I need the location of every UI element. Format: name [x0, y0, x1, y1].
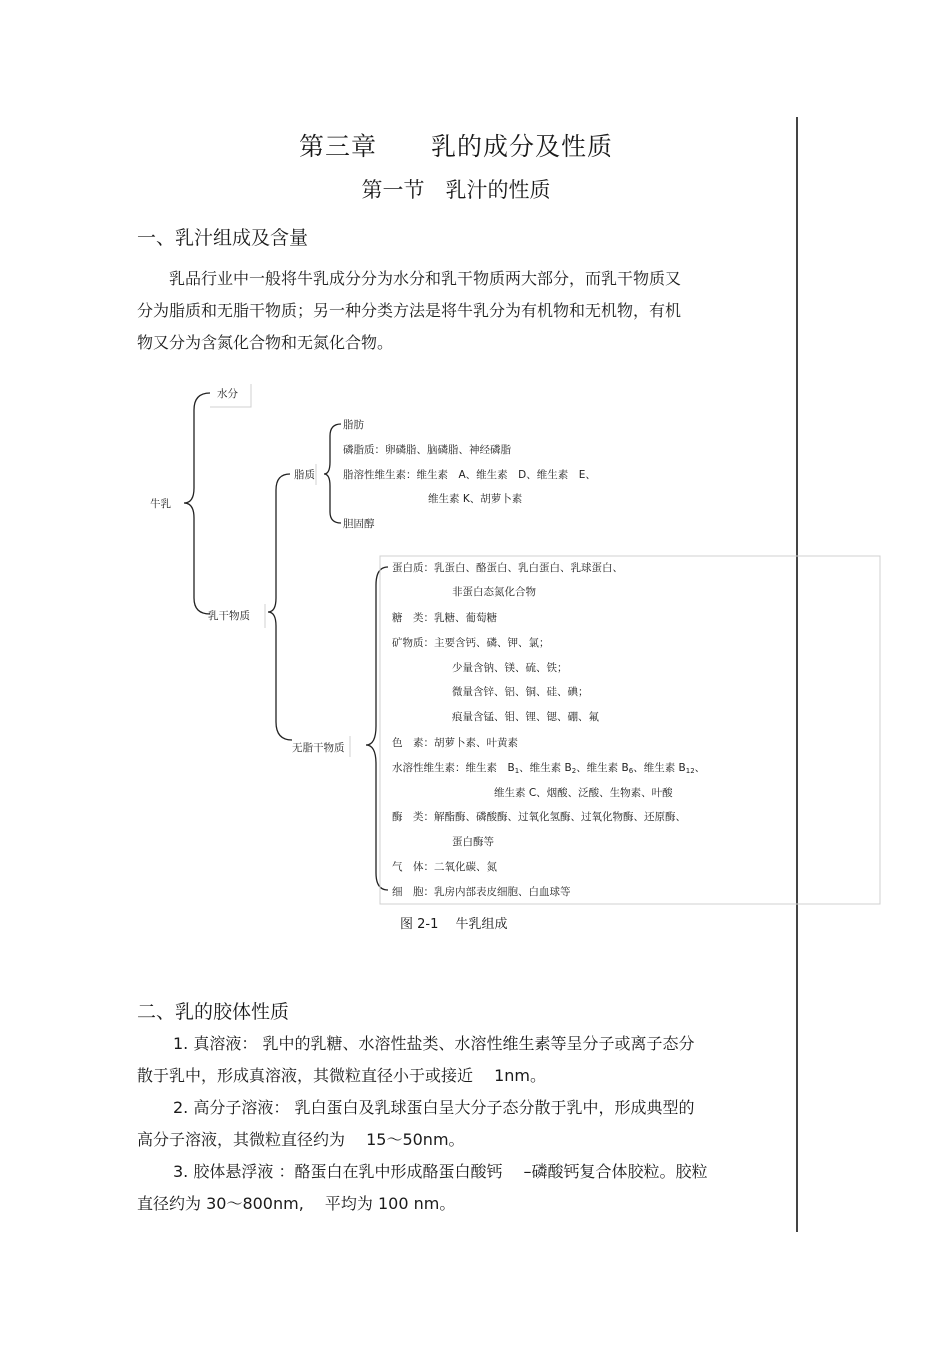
nonfat-item: 痕量含锰、钼、锂、锶、硼、氟 [452, 711, 599, 723]
chapter-name: 乳的成分及性质 [430, 132, 613, 161]
nonfat-item: 色 素：胡萝卜素、叶黄素 [392, 737, 518, 749]
lipid-item: 脂肪 [343, 419, 364, 431]
lipid-item: 脂溶性维生素：维生素 A、维生素 D、维生素 E、 [343, 469, 596, 481]
nonfat-item-vitamins: 水溶性维生素：维生素 $B_1$、维生素 $B_2$、维生素 $B_6$、维生素 $B_{12}$、 [392, 762, 706, 775]
colloid-line: 高分子溶液，其微粒直径约为 15～50nm。 [137, 1130, 465, 1149]
intro-line: 物又分为含氮化合物和无氮化合物。 [137, 333, 394, 352]
nonfat-brace [366, 567, 388, 890]
nonfat-item: 酶 类：解酯酶、磷酸酶、过氧化氢酶、过氧化物酶、还原酶、 [392, 811, 686, 823]
lipid-item: 维生素 K、胡萝卜素 [428, 493, 523, 505]
colloid-item-3 [137, 1156, 777, 1220]
nonfat-item: 气 体：二氧化碳、氮 [392, 861, 497, 873]
chapter-number: 第三章 [299, 132, 378, 161]
heading-composition: 一、乳汁组成及含量 [137, 227, 309, 249]
lipid-item: 磷脂质：卵磷脂、脑磷脂、神经磷脂 [343, 444, 511, 456]
intro-line: 乳品行业中一般将牛乳成分分为水分和乳干物质两大部分，而乳干物质又 [169, 269, 682, 288]
colloid-line: 3. 胶体悬浮液 ：酪蛋白在乳中形成酪蛋白酸钙 –磷酸钙复合体胶粒。胶粒 [173, 1162, 708, 1181]
dry-brace [268, 474, 292, 740]
nonfat-item: 维生素 C、烟酸、泛酸、生物素、叶酸 [494, 787, 673, 799]
section-title: 第一节 乳汁的性质 [361, 178, 551, 202]
lipid-item: 胆固醇 [343, 518, 375, 530]
node-water: 水分 [217, 388, 238, 400]
figure-caption: 图 2-1 牛乳组成 [400, 917, 508, 932]
nonfat-item: 蛋白质：乳蛋白、酪蛋白、乳白蛋白、乳球蛋白、 [392, 562, 623, 574]
intro-line: 分为脂质和无脂干物质；另一种分类方法是将牛乳分为有机物和无机物，有机 [137, 301, 682, 320]
nonfat-item: 非蛋白态氮化合物 [452, 586, 536, 598]
nonfat-item: 糖 类：乳糖、葡萄糖 [392, 612, 497, 624]
root-brace [184, 393, 210, 614]
colloid-item-1 [137, 1028, 777, 1092]
colloid-line: 直径约为 30～800nm, 平均为 100 nm。 [137, 1194, 456, 1213]
node-milk: 牛乳 [150, 498, 171, 510]
nonfat-item: 少量含钠、镁、硫、铁； [452, 662, 568, 674]
colloid-line: 散于乳中，形成真溶液，其微粒直径小于或接近 1nm。 [137, 1066, 546, 1085]
nonfat-item: 微量含锌、铝、铜、硅、碘； [452, 686, 589, 698]
colloid-item-2 [137, 1092, 777, 1156]
lipid-brace [324, 424, 341, 523]
node-dry-matter: 乳干物质 [208, 610, 250, 622]
node-nonfat-solids: 无脂干物质 [292, 742, 345, 754]
heading-colloid: 二、乳的胶体性质 [137, 1001, 290, 1023]
colloid-line: 2. 高分子溶液： 乳白蛋白及乳球蛋白呈大分子态分散于乳中，形成典型的 [173, 1098, 695, 1117]
nonfat-item: 蛋白酶等 [452, 836, 494, 848]
node-lipid: 脂质 [294, 469, 315, 481]
nonfat-item: 细 胞：乳房内部表皮细胞、白血球等 [392, 886, 571, 898]
nonfat-item: 矿物质：主要含钙、磷、钾、氯； [392, 637, 550, 649]
colloid-line: 1. 真溶液： 乳中的乳糖、水溶性盐类、水溶性维生素等呈分子或离子态分 [173, 1034, 695, 1053]
